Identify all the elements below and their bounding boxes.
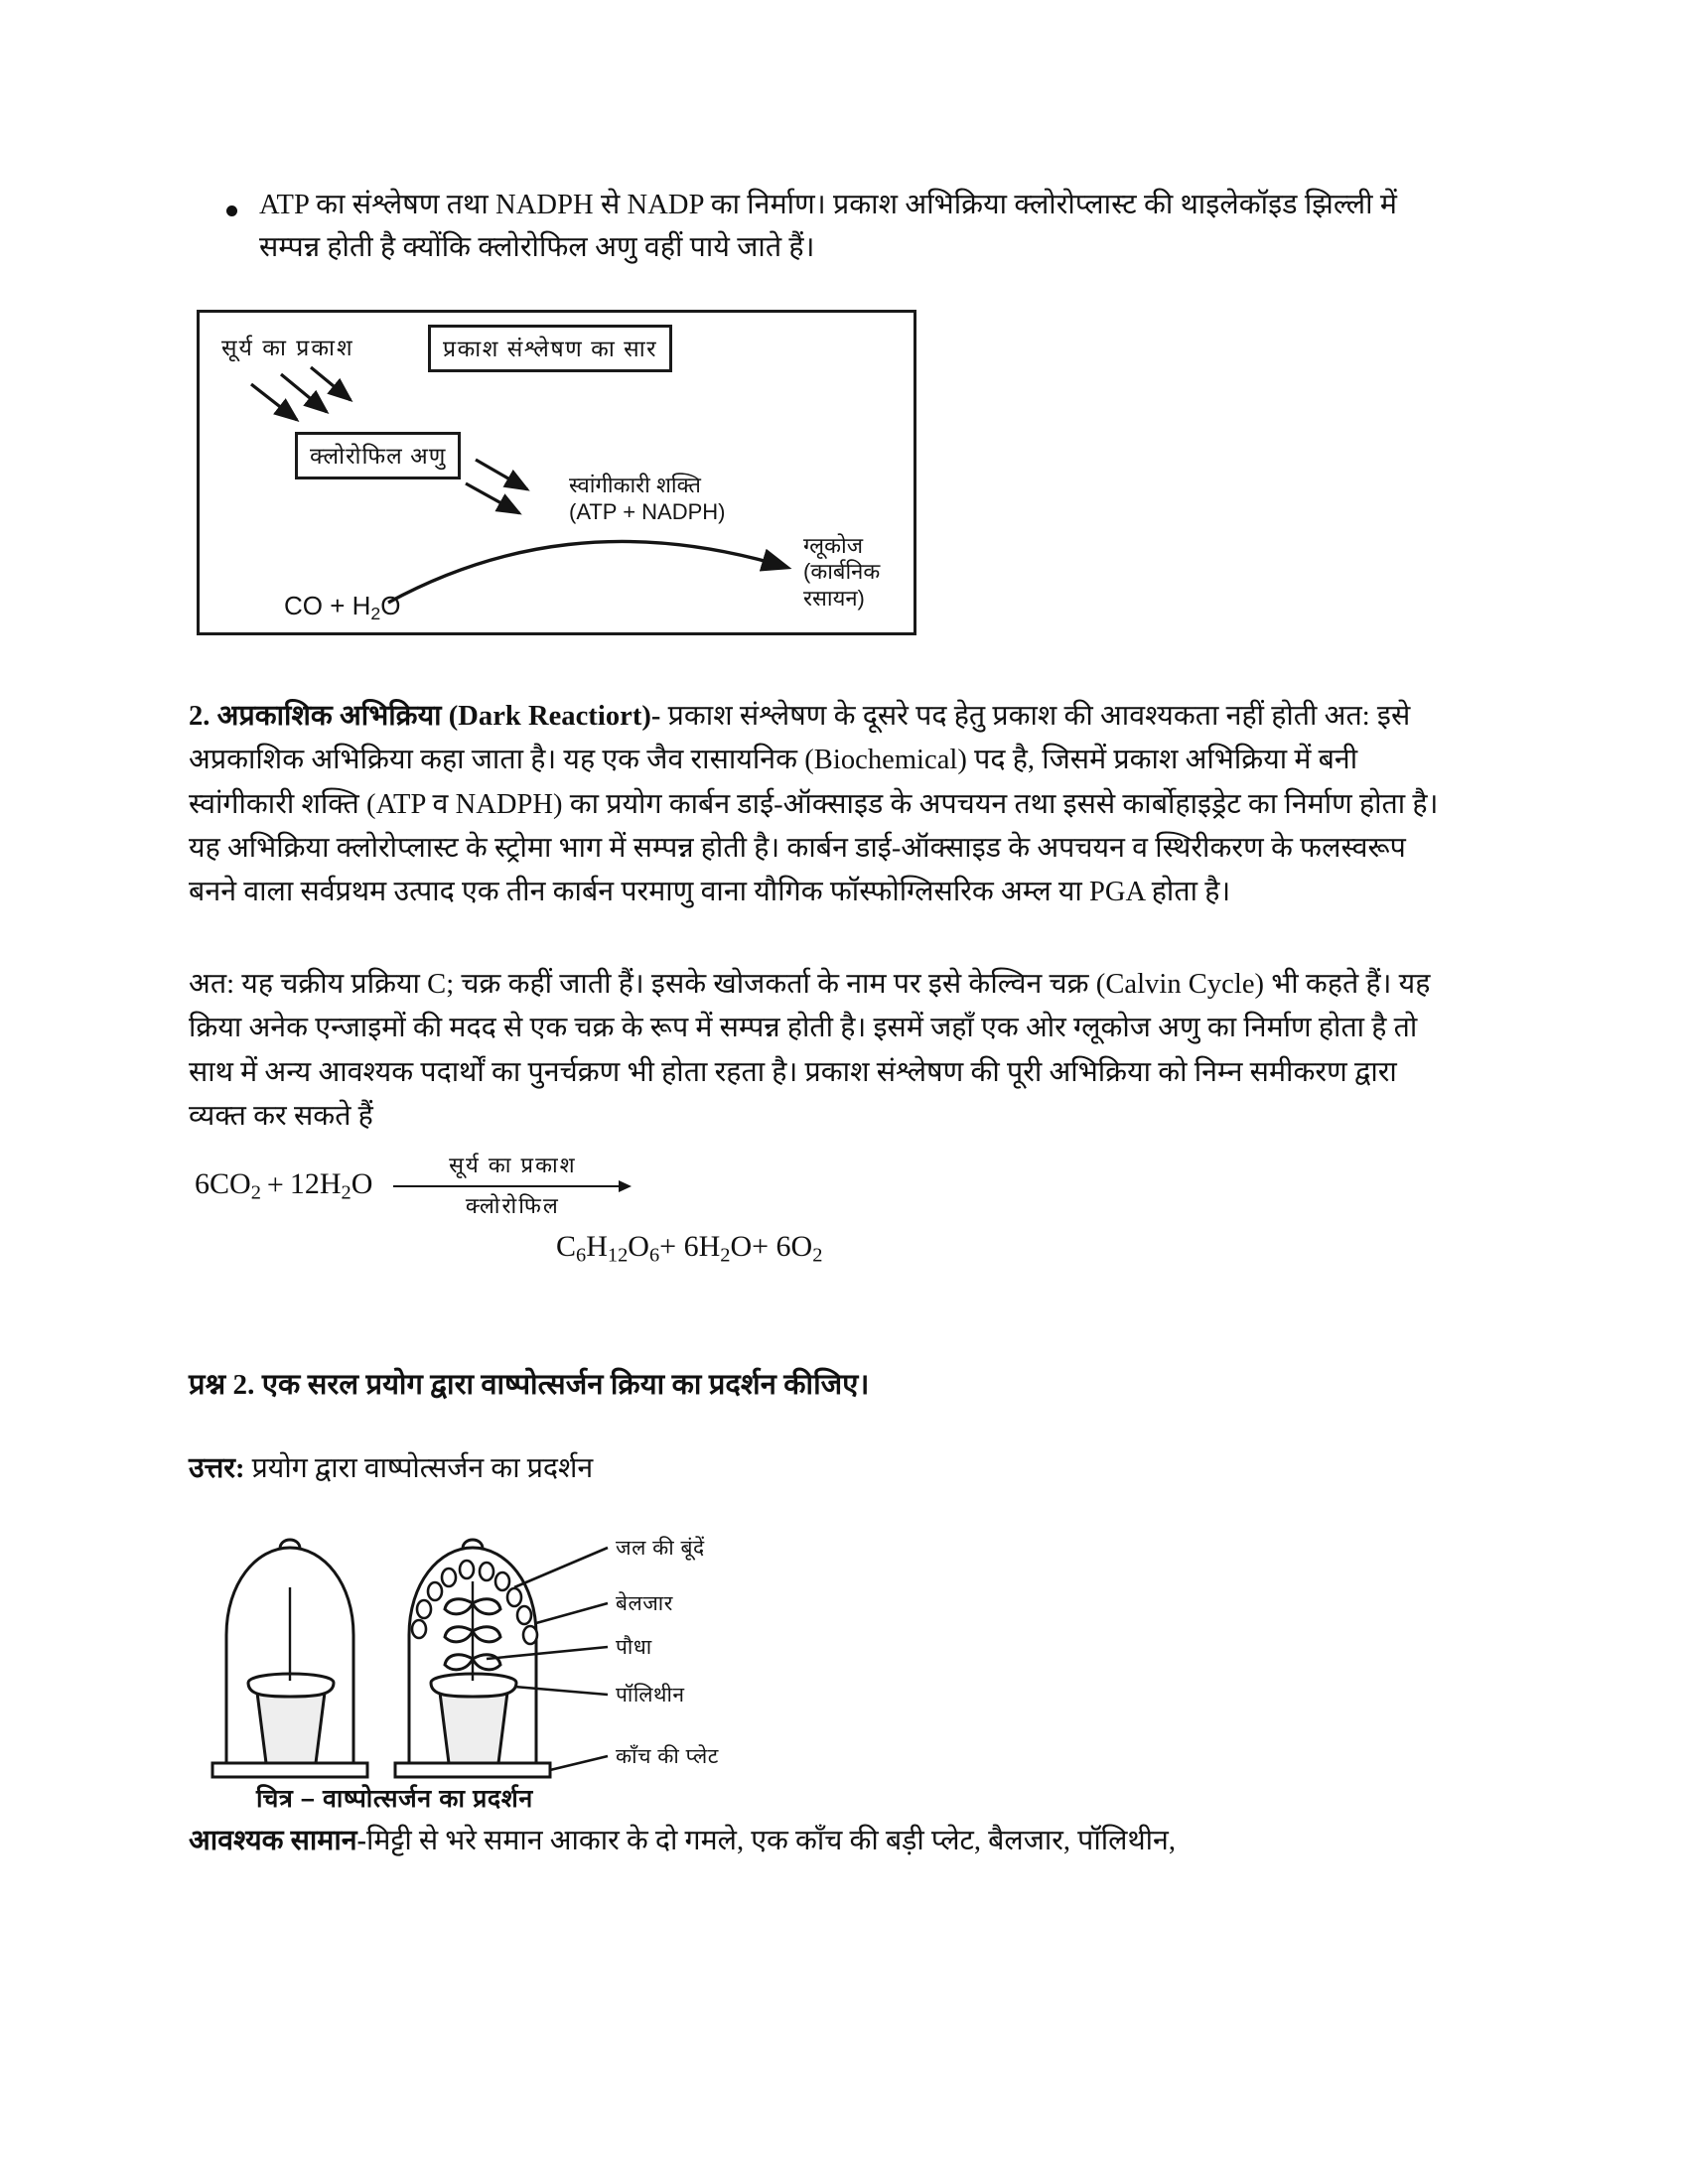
figure1-chlorophyll-box: क्लोरोफिल अणु — [295, 432, 461, 479]
materials-bold-lead: आवश्यक सामान- — [189, 1825, 367, 1856]
page-content — [189, 184, 1440, 1862]
materials-line — [189, 1821, 1440, 1863]
equation-h2o-sub: 2 — [341, 1181, 352, 1204]
equation-arrow-group — [388, 1154, 636, 1218]
equation-product-o: O — [628, 1230, 649, 1264]
equation-product-h2o-tail: O — [730, 1230, 753, 1264]
equation-h2o-main: 12H — [289, 1166, 342, 1200]
figure1-product-label — [803, 533, 880, 613]
equation-below-arrow-text: क्लोरोफिल — [465, 1192, 560, 1218]
answer-bold-lead: उत्तर: — [189, 1452, 245, 1484]
equation-product-o-sub: 6 — [648, 1244, 660, 1267]
figure2-label-water-droplets: जल की बूंदें — [616, 1536, 705, 1560]
equation-product-c: C — [556, 1230, 577, 1264]
equation-product-h-sub: 12 — [607, 1244, 629, 1267]
equation-co2-sub: 2 — [250, 1181, 261, 1204]
question-heading: प्रश्न 2. एक सरल प्रयोग द्वारा वाष्पोत्सर्जन क्रिया का प्रदर्शन कीजिए। — [189, 1368, 870, 1401]
paragraph-calvin-cycle: अत: यह चक्रीय प्रक्रिया C; चक्र कहीं जाती हैं। इसके खोजकर्ता के नाम पर इसे केल्विन चक्र (Calvin Cycle) भी कहते हैं। यह क्रिया अनेक एन्जाइमों की मदद से एक चक्र के रूप में सम्पन्न होती है। इसमें जहाँ एक ओर ग्लूकोज अणु का निर्माण होता है तो साथ में अन्य आवश्यक पदार्थों का पुनर्चक्रण भी होता रहता है। प्रकाश संश्लेषण की पूरी अभिक्रिया को निम्न समीकरण द्वारा व्यक्त कर सकते हैं — [189, 968, 1431, 1133]
equation-arrow-icon — [393, 1180, 632, 1191]
figure1-reactants-sub: 2 — [370, 603, 381, 623]
figure1-frame — [197, 310, 916, 635]
bullet-list-item — [189, 184, 1440, 270]
equation-co2-main: 6CO — [195, 1166, 251, 1200]
figure1-reactants-tail: O — [380, 590, 401, 620]
answer-line — [189, 1448, 1440, 1486]
equation-product-c-sub: 6 — [576, 1244, 587, 1267]
paragraph-dark-reaction — [189, 695, 1440, 915]
figure1-assim-line2: (ATP + NADPH) — [569, 499, 726, 525]
materials-body: मिट्टी से भरे समान आकार के दो गमले, एक काँच की बड़ी प्लेट, बैलजार, पॉलिथीन, — [366, 1825, 1176, 1856]
figure1-sunlight-label: सूर्य का प्रकाश — [221, 334, 354, 360]
figure1-title-box: प्रकाश संश्लेषण का सार — [428, 325, 672, 372]
figure2-drawing-svg — [199, 1506, 834, 1779]
paragraph1-body: प्रकाश संश्लेषण के दूसरे पद हेतु प्रकाश की आवश्यकता नहीं होती अत: इसे अप्रकाशिक अभिक्रिया कहा जाता है। यह एक जैव रासायनिक (Biochemical) पद है, जिसमें प्रकाश अभिक्रिया में बनी स्वांगीकारी शक्ति (ATP व NADPH) का प्रयोग कार्बन डाई-ऑक्साइड के अपचयन तथा इससे कार्बोहाइड्रेट का निर्माण होता है। यह अभिक्रिया क्लोरोप्लास्ट के स्ट्रोमा भाग में सम्पन्न होती है। कार्बन डाई-ऑक्साइड के अपचयन व स्थिरीकरण के फलस्वरूप बनने वाला सर्वप्रथम उत्पाद एक तीन कार्बन परमाणु वाना यौगिक फॉस्फोग्लिसरिक अम्ल या PGA होता है। — [189, 700, 1439, 908]
figure1-reactants-main: CO + H — [284, 590, 371, 620]
equation-line-1 — [189, 1154, 1440, 1218]
figure2-label-plant: पौधा — [616, 1635, 652, 1659]
figure1-product-line3: रसायन) — [803, 586, 865, 612]
equation-product-plus1: + 6H — [659, 1230, 721, 1264]
figure2-label-glass-plate: काँच की प्लेट — [616, 1744, 719, 1768]
equation-product-h: H — [586, 1230, 608, 1264]
figure1-product-line1: ग्लूकोज — [803, 532, 864, 558]
equation-reactant-h2o — [290, 1167, 373, 1205]
equation-line-2 — [189, 1230, 1440, 1268]
answer-body: प्रयोग द्वारा वाष्पोत्सर्जन का प्रदर्शन — [244, 1452, 594, 1484]
figure2-label-bell-jar: बेलजार — [616, 1591, 673, 1615]
figure1-reactants-label — [284, 591, 401, 624]
equation-product-h2o-sub: 2 — [720, 1244, 731, 1267]
equation-plus-sign: + — [266, 1168, 284, 1202]
bullet-dot-icon — [226, 205, 237, 216]
equation-product-o2-sub: 2 — [812, 1244, 823, 1267]
figure2-label-polythene: पॉलिथीन — [616, 1683, 685, 1706]
figure-transpiration-experiment — [189, 1506, 1440, 1815]
figure1-assim-line1: स्वांगीकारी शक्ति — [569, 472, 701, 497]
equation-h2o-tail: O — [351, 1166, 373, 1200]
equation-above-arrow-text: सूर्य का प्रकाश — [449, 1152, 577, 1177]
equation-product-plus2: + 6O — [752, 1230, 813, 1264]
photosynthesis-equation — [189, 1154, 1440, 1302]
figure1-assimilatory-power-label — [569, 472, 726, 526]
figure2-caption: चित्र – वाष्पोत्सर्जन का प्रदर्शन — [256, 1784, 533, 1813]
paragraph1-bold-lead: 2. अप्रकाशिक अभिक्रिया (Dark Reactiort)- — [189, 700, 661, 732]
figure2-frame — [199, 1506, 834, 1779]
bullet-item-text: ATP का संश्लेषण तथा NADPH से NADP का निर्माण। प्रकाश अभिक्रिया क्लोरोप्लास्ट की थाइलेकॉइड झिल्ली में सम्पन्न होती है क्योंकि क्लोरोफिल अणु वहीं पाये जाते हैं। — [259, 190, 1397, 264]
figure1-product-line2: (कार्बनिक — [803, 559, 881, 585]
equation-reactant-co2 — [195, 1167, 261, 1205]
figure-photosynthesis-summary — [189, 310, 1440, 635]
